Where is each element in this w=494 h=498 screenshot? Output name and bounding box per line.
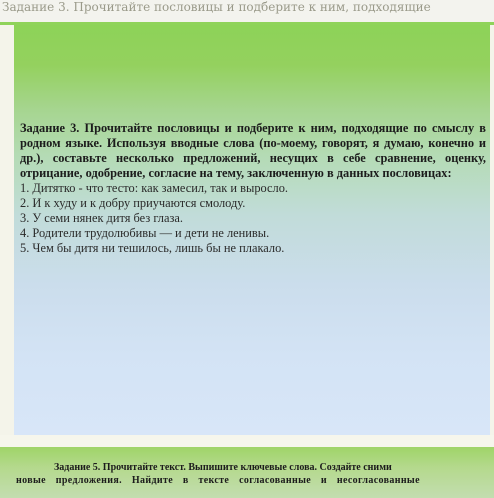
task3-instructions: Задание 3. Прочитайте пословицы и подберите к ним, подходящие по смыслу в родном языке. Используя вводные слова (по-моему, говорят, я думаю, конечно и др.), составьте несколько предложений, несущих в себе сравнение, оценку, отрицание, одобрение, согласие на тему, заключенную в данных пословицах: (20, 121, 486, 180)
proverb-item: 5. Чем бы дитя ни тешилось, лишь бы не плакало. (20, 241, 285, 255)
proverb-item: 4. Родители трудолюбивы — и дети не ленивы. (20, 226, 270, 240)
task5-line-1: Задание 5. Прочитайте текст. Выпишите ключевые слова. Создайте сними (54, 462, 392, 473)
proverb-list (20, 181, 486, 256)
previous-slide-caption: Задание 3. Прочитайте пословицы и подберите к ним, подходящие (2, 0, 431, 14)
right-margin (490, 25, 494, 435)
proverb-item: 3. У семи нянек дитя без глаза. (20, 211, 183, 225)
previous-slide-fragment (0, 0, 494, 22)
proverb-item: 2. И к худу и к добру приучаются смолоду. (20, 196, 246, 210)
task5-line-2: новые предложения. Найдите в тексте согласованные и несогласованные (16, 475, 420, 486)
task3-block (20, 121, 486, 256)
task3-slide (14, 25, 490, 435)
left-margin (0, 25, 14, 435)
slide-separator (0, 435, 494, 447)
task5-block (16, 461, 486, 487)
proverb-item: 1. Дитятко - что тесто: как замесил, так и выросло. (20, 181, 288, 195)
